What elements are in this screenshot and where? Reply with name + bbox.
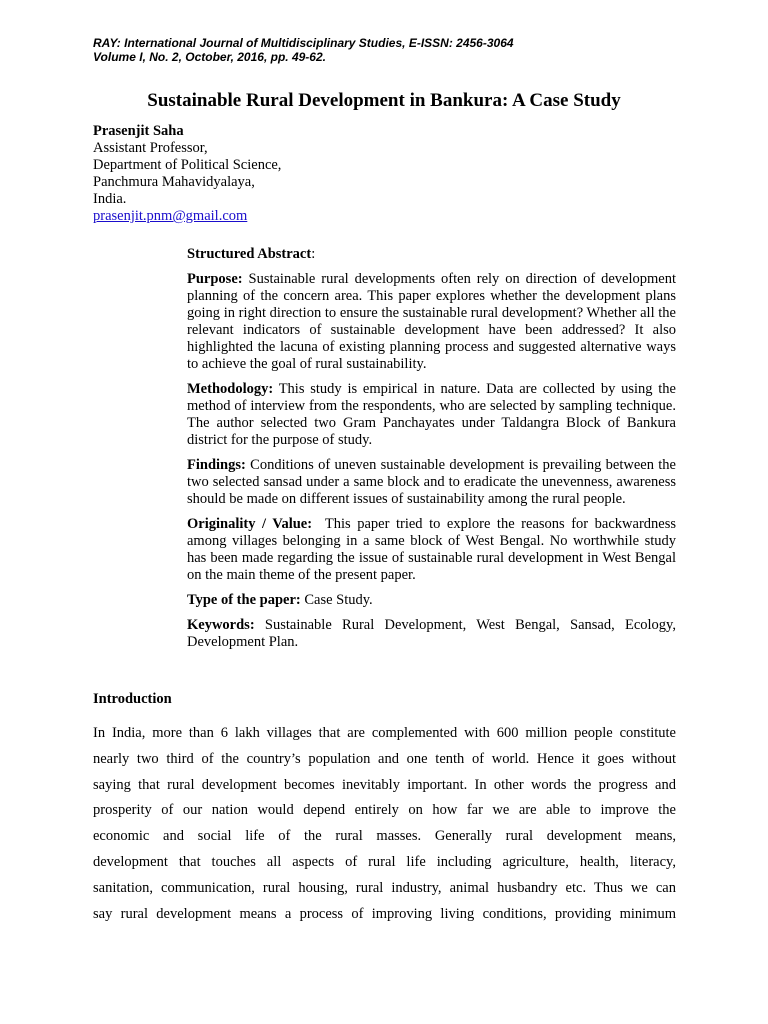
author-name: Prasenjit Saha: [93, 123, 184, 139]
journal-header-line-2: Volume I, No. 2, October, 2016, pp. 49-62.: [93, 50, 326, 64]
introduction-line: In India, more than 6 lakh villages that are complemented with 600 million people constitute: [93, 725, 676, 741]
introduction-line: saying that rural development becomes inevitably important. In other words the progress and: [93, 776, 676, 793]
abstract-heading-colon: :: [311, 246, 316, 262]
paper-type-label: Type of the paper:: [187, 592, 301, 608]
purpose-label: Purpose:: [187, 271, 243, 287]
methodology-text: This study is empirical in nature. Data are collected by using the method of interview from the respondents, who are selected by sampling technique. The author selected two Gram Panchayates under Taldangra Block of Bankura district for the purpose of study.: [187, 381, 676, 448]
originality-text: This paper tried to explore the reasons for backwardness among villages belonging in a same block of West Bengal. No worthwhile study has been made regarding the issue of sustainable rural development in West Bengal on the main theme of the present paper.: [187, 516, 680, 583]
keywords-label: Keywords:: [187, 617, 255, 633]
paper-title: Sustainable Rural Development in Bankura: A Case Study: [147, 90, 621, 111]
abstract-originality: [187, 516, 680, 584]
introduction-body: [93, 721, 676, 927]
structured-abstract: [187, 246, 680, 659]
abstract-paper-type: [187, 592, 676, 609]
abstract-heading: [187, 246, 676, 263]
introduction-line: say rural development means a process of improving living conditions, providing minimum: [93, 905, 676, 922]
introduction-line: economic and social life of the rural masses. Generally rural development means,: [93, 828, 676, 845]
introduction-line: prosperity of our nation would depend entirely on how far we are able to improve the: [93, 802, 676, 819]
author-block: [93, 123, 281, 225]
introduction-line: development that touches all aspects of rural life including agriculture, health, literacy,: [93, 853, 676, 870]
abstract-heading-label: Structured Abstract: [187, 246, 312, 262]
abstract-purpose: [187, 271, 676, 373]
introduction-line: sanitation, communication, rural housing, rural industry, animal husbandry etc. Thus we can: [93, 879, 676, 896]
methodology-label: Methodology:: [187, 381, 274, 397]
introduction-heading: Introduction: [93, 691, 172, 707]
author-position: Assistant Professor,: [93, 140, 208, 156]
journal-header-line-1: RAY: International Journal of Multidisciplinary Studies, E-ISSN: 2456-3064: [93, 36, 514, 50]
originality-label: Originality / Value:: [187, 516, 313, 532]
keywords-text: Sustainable Rural Development, West Bengal, Sansad, Ecology, Development Plan.: [187, 617, 676, 650]
abstract-methodology: [187, 381, 676, 449]
findings-label: Findings:: [187, 457, 246, 473]
findings-text: Conditions of uneven sustainable development is prevailing between the two selected sansad under a same block and to eradicate the unevenness, awareness should be made on different issues of sustainability among the rural people.: [187, 457, 676, 507]
abstract-keywords: [187, 617, 676, 651]
paper-type-text: Case Study.: [300, 592, 373, 608]
author-department: Department of Political Science,: [93, 157, 282, 173]
purpose-text: Sustainable rural developments often rely on direction of development planning of the concern area. This paper explores whether the development plans going in right direction to ensure the sustainable rural development? Whether all the relevant indicators of sustainable development have been addressed? It also highlighted the lacuna of existing planning process and suggested alternative ways to achieve the goal of rural sustainability.: [187, 271, 676, 372]
journal-header: [93, 36, 693, 64]
abstract-findings: [187, 457, 676, 508]
author-email-link[interactable]: prasenjit.pnm@gmail.com: [93, 208, 248, 224]
introduction-line: nearly two third of the country’s population and one tenth of world. Hence it goes without: [93, 750, 676, 767]
author-institution: Panchmura Mahavidyalaya,: [93, 174, 255, 190]
author-country: India.: [93, 191, 127, 207]
